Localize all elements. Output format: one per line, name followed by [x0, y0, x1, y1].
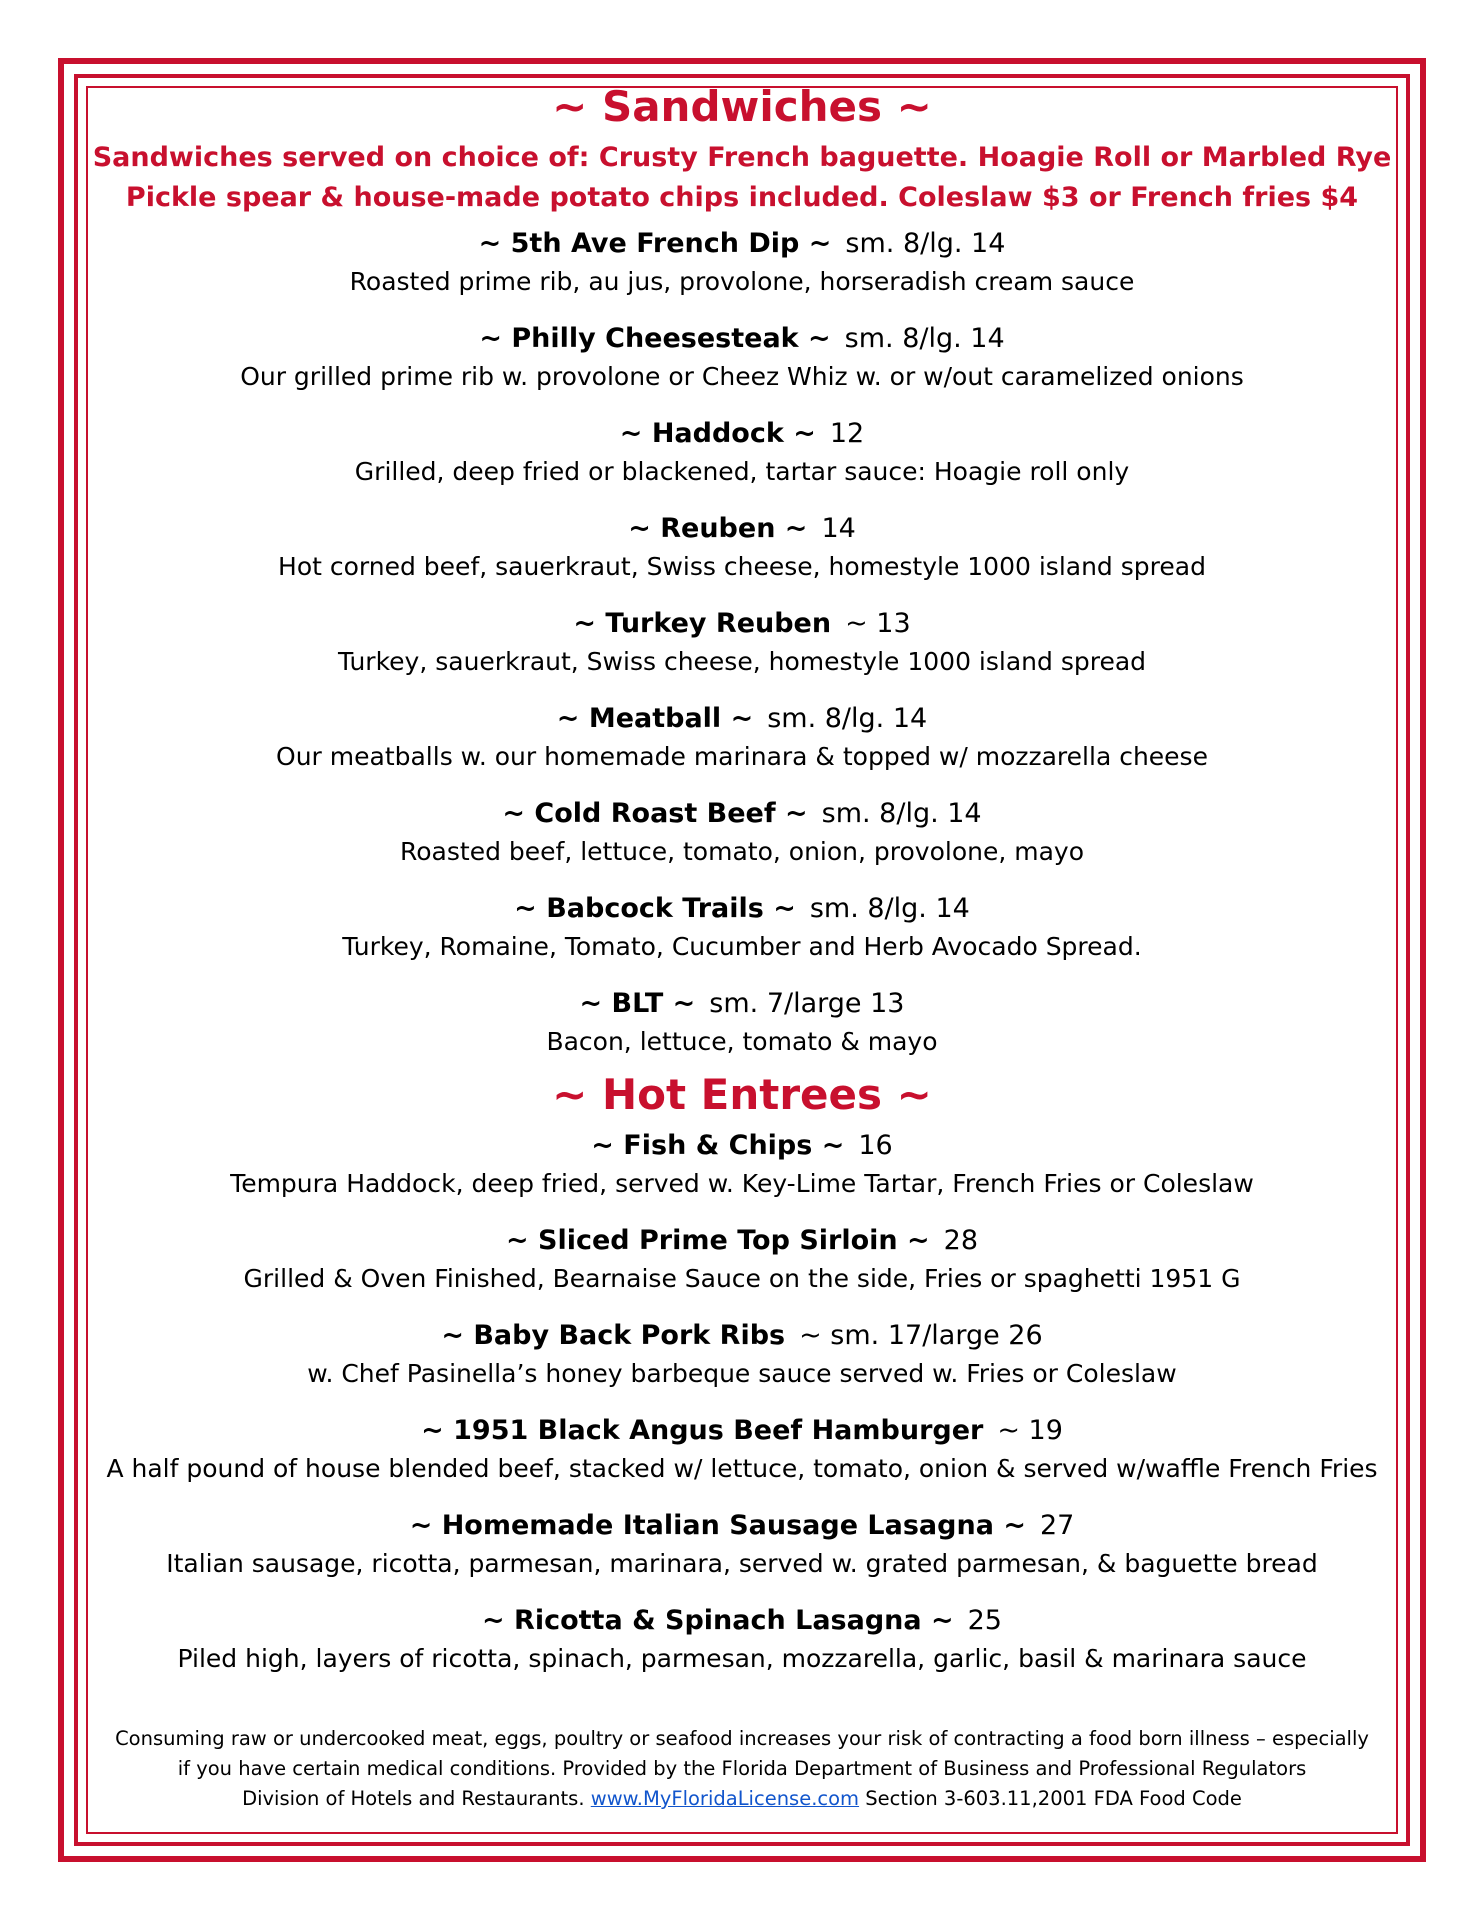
menu-item-reuben — [90, 509, 1394, 585]
item-name: ~ Baby Back Pork Ribs — [441, 1320, 786, 1351]
item-description: Roasted prime rib, au jus, provolone, horseradish cream sauce — [349, 267, 1135, 296]
disclaimer-line-3-prefix: Division of Hotels and Restaurants. — [242, 1787, 585, 1810]
menu-item-cold-roast-beef — [90, 794, 1394, 870]
item-name: ~ BLT ~ — [579, 988, 696, 1019]
food-safety-disclaimer — [92, 1724, 1392, 1814]
item-description: Our grilled prime rib w. provolone or Cheez Whiz w. or w/out caramelized onions — [240, 362, 1244, 391]
item-name: ~ Philly Cheesesteak ~ — [479, 323, 831, 354]
menu-item-pork-ribs — [90, 1316, 1394, 1392]
menu-content — [90, 76, 1394, 1696]
item-name: ~ Babcock Trails ~ — [514, 893, 796, 924]
item-price: ~ sm. 17/large 26 — [799, 1320, 1043, 1351]
item-name: ~ Sliced Prime Top Sirloin ~ — [505, 1225, 930, 1256]
disclaimer-line-1: Consuming raw or undercooked meat, eggs, poultry or seafood increases your risk of contracting a food born illness – especially — [115, 1727, 1369, 1750]
item-description: Bacon, lettuce, tomato & mayo — [546, 1027, 938, 1056]
sandwiches-title: ~ Sandwiches ~ — [552, 82, 932, 131]
item-name: ~ Reuben ~ — [628, 513, 808, 544]
item-description: Piled high, layers of ricotta, spinach, parmesan, mozzarella, garlic, basil & marinara sauce — [177, 1644, 1307, 1673]
disclaimer-line-3 — [92, 1784, 1392, 1814]
item-name: ~ Meatball ~ — [556, 703, 754, 734]
item-price: 12 — [829, 418, 865, 449]
florida-license-link[interactable]: www.MyFloridaLicense.com — [590, 1787, 860, 1810]
menu-item-fish-and-chips — [90, 1126, 1394, 1202]
item-description: Tempura Haddock, deep fried, served w. Key-Lime Tartar, French Fries or Coleslaw — [230, 1169, 1254, 1198]
item-price: sm. 8/lg. 14 — [844, 323, 1005, 354]
hot-entrees-title: ~ Hot Entrees ~ — [552, 1070, 932, 1119]
item-name: ~ Homemade Italian Sausage Lasagna ~ — [409, 1510, 1026, 1541]
disclaimer-line-2: if you have certain medical conditions. Provided by the Florida Department of Business and Professional Regulators — [177, 1757, 1307, 1780]
item-price: sm. 8/lg. 14 — [821, 798, 982, 829]
item-price: ~ 19 — [997, 1415, 1063, 1446]
menu-item-sausage-lasagna — [90, 1506, 1394, 1582]
item-price: 28 — [943, 1225, 978, 1256]
item-name: ~ Turkey Reuben — [573, 608, 832, 639]
item-description: w. Chef Pasinella’s honey barbeque sauce served w. Fries or Coleslaw — [307, 1359, 1177, 1388]
item-description: Hot corned beef, sauerkraut, Swiss cheese, homestyle 1000 island spread — [278, 552, 1206, 581]
item-description: Turkey, sauerkraut, Swiss cheese, homestyle 1000 island spread — [337, 647, 1147, 676]
item-description: Grilled & Oven Finished, Bearnaise Sauce on the side, Fries or spaghetti 1951 G — [243, 1264, 1241, 1293]
item-price: 14 — [821, 513, 856, 544]
item-name: ~ 5th Ave French Dip ~ — [478, 228, 832, 259]
menu-item-top-sirloin — [90, 1221, 1394, 1297]
item-name: ~ Fish & Chips ~ — [591, 1130, 845, 1161]
item-description: Italian sausage, ricotta, parmesan, marinara, served w. grated parmesan, & baguette bread — [166, 1549, 1318, 1578]
item-price: 16 — [858, 1130, 893, 1161]
item-description: Our meatballs w. our homemade marinara & topped w/ mozzarella cheese — [276, 742, 1208, 771]
item-price: ~ 13 — [845, 608, 911, 639]
menu-item-haddock — [90, 414, 1394, 490]
item-name: ~ Ricotta & Spinach Lasagna ~ — [482, 1605, 954, 1636]
menu-item-blt — [90, 984, 1394, 1060]
item-price: sm. 8/lg. 14 — [767, 703, 928, 734]
sandwiches-subtitle-1: Sandwiches served on choice of: Crusty French baguette. Hoagie Roll or Marbled Rye — [92, 142, 1392, 173]
item-price: sm. 8/lg. 14 — [845, 228, 1006, 259]
item-name: ~ Cold Roast Beef ~ — [502, 798, 808, 829]
menu-item-french-dip — [90, 224, 1394, 300]
item-description: Roasted beef, lettuce, tomato, onion, provolone, mayo — [400, 837, 1084, 866]
item-price: sm. 7/large 13 — [709, 988, 905, 1019]
menu-item-meatball — [90, 699, 1394, 775]
item-price: 25 — [967, 1605, 1002, 1636]
sandwiches-subtitle-2: Pickle spear & house-made potato chips included. Coleslaw $3 or French fries $4 — [125, 182, 1359, 213]
menu-item-spinach-lasagna — [90, 1601, 1394, 1677]
menu-item-turkey-reuben — [90, 604, 1394, 680]
disclaimer-line-3-suffix: Section 3-603.11,2001 FDA Food Code — [865, 1787, 1242, 1810]
item-description: A half pound of house blended beef, stacked w/ lettuce, tomato, onion & served w/waffle French Fries — [106, 1454, 1378, 1483]
item-name: ~ Haddock ~ — [619, 418, 816, 449]
item-price: sm. 8/lg. 14 — [809, 893, 970, 924]
menu-item-babcock-trails — [90, 889, 1394, 965]
item-description: Grilled, deep fried or blackened, tartar sauce: Hoagie roll only — [354, 457, 1130, 486]
item-price: 27 — [1039, 1510, 1075, 1541]
menu-item-hamburger — [90, 1411, 1394, 1487]
item-name: ~ 1951 Black Angus Beef Hamburger — [421, 1415, 984, 1446]
item-description: Turkey, Romaine, Tomato, Cucumber and Herb Avocado Spread. — [342, 932, 1142, 961]
menu-item-philly-cheesesteak — [90, 319, 1394, 395]
